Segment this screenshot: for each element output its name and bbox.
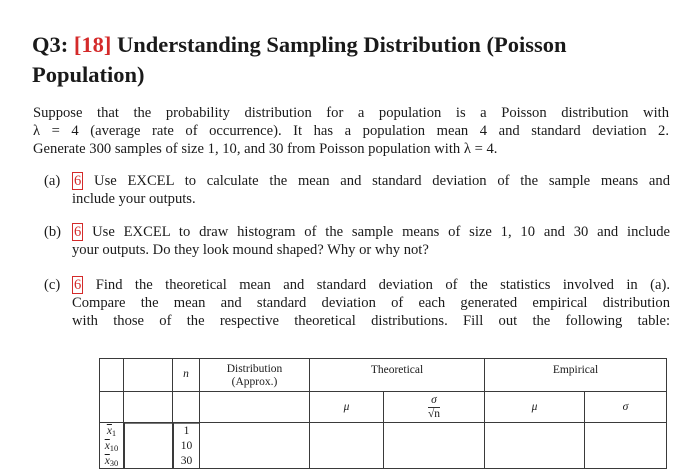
question-points: [18] (73, 32, 112, 57)
part-label: (c) (44, 277, 61, 293)
question-number: Q3: (32, 32, 69, 57)
part-label: (b) (44, 224, 62, 240)
header-theoretical-sigma: $\frac{\sigma}{√n}$ (427, 394, 441, 420)
part-a (44, 172, 670, 212)
table-row-stat: $\overline{x}_1$ (106, 425, 117, 438)
part-label: (a) (44, 173, 61, 189)
part-line: with those of the respective theoretical distributions. Fill out the following table: (72, 313, 670, 329)
header-distribution: Distribution (Approx.) (226, 363, 283, 388)
header-theoretical: Theoretical (370, 364, 424, 376)
table-row-n: 1 (183, 425, 190, 437)
part-line: Compare the mean and standard deviation of each generated empirical distribution (72, 295, 670, 311)
question-title-line1: Understanding Sampling Distribution (Poisson (117, 32, 567, 57)
intro-line: Suppose that the probability distribution for a population is a Poisson distribution with (33, 105, 669, 121)
intro-line: λ = 4 (average rate of occurrence). It has a population mean 4 and standard deviation 2. (33, 123, 669, 139)
table-row-stat: $\overline{x}_{10}$ (104, 440, 119, 453)
table-row-stat: $\overline{x}_{30}$ (104, 455, 119, 468)
part-line: include your outputs. (72, 191, 196, 207)
comparison-table (99, 358, 667, 468)
part-b (44, 223, 670, 263)
table-row-n: 10 (180, 440, 193, 452)
header-n: n (183, 368, 189, 380)
intro-line: Generate 300 samples of size 1, 10, and 30 from Poisson population with λ = 4. (33, 141, 498, 157)
header-empirical-mu: μ (531, 401, 538, 413)
part-points: 6 (74, 173, 82, 189)
part-line: 6 Find the theoretical mean and standard deviation of the statistics involved in (a). (74, 277, 670, 293)
part-points: 6 (74, 277, 82, 293)
header-empirical: Empirical (552, 364, 599, 376)
part-c (44, 276, 670, 334)
question-title (32, 30, 682, 90)
part-points: 6 (74, 224, 82, 240)
intro-paragraph (33, 104, 669, 158)
table-row-n: 30 (180, 455, 193, 467)
part-line: 6 Use EXCEL to calculate the mean and standard deviation of the sample means and (74, 173, 670, 189)
header-empirical-sigma: σ (622, 401, 629, 413)
part-line: 6 Use EXCEL to draw histogram of the sample means of size 1, 10 and 30 and include (74, 224, 670, 240)
question-title-line2: Population) (32, 62, 145, 87)
header-theoretical-mu: μ (343, 401, 350, 413)
part-line: your outputs. Do they look mound shaped? Why or why not? (72, 242, 429, 258)
